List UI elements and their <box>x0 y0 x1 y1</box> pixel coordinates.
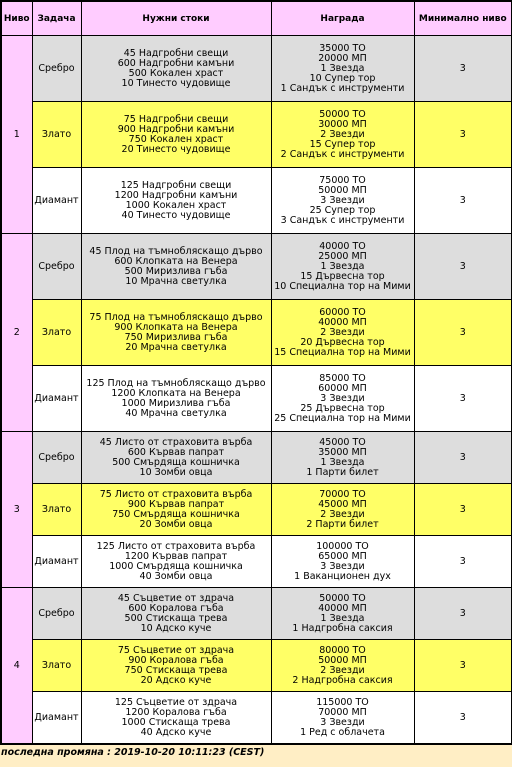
reward-item: 2 Сандък с инструменти <box>280 148 405 160</box>
goods-item: 20 Адско куче <box>140 674 212 686</box>
reward-item: 80000 ТО <box>319 644 366 656</box>
goods-item: 75 Съцветие от здрача <box>117 644 235 656</box>
reward-item: 3 Звезди <box>320 560 365 572</box>
table-row <box>1 692 512 745</box>
table-row <box>1 234 512 300</box>
reward-item: 70000 МП <box>318 706 367 718</box>
goods-item: 10 Тинесто чудовище <box>121 77 231 89</box>
reward-item: 15 Супер тор <box>309 138 376 150</box>
goods-cell <box>81 168 271 234</box>
reward-item: 1 Парти билет <box>306 466 379 478</box>
goods-cell <box>81 366 271 432</box>
reward-item: 45000 МП <box>318 498 367 510</box>
goods-item: 750 Кокален храст <box>128 133 224 145</box>
goods-item: 75 Листо от страховита върба <box>99 488 253 500</box>
reward-item: 70000 ТО <box>319 488 366 500</box>
goods-item: 40 Тинесто чудовище <box>121 209 231 221</box>
table-row <box>1 484 512 536</box>
goods-cell <box>81 102 271 168</box>
reward-item: 1 Сандък с инструменти <box>280 82 405 94</box>
goods-item: 45 Листо от страховита върба <box>99 436 253 448</box>
goods-item: 500 Миризлива гъба <box>124 265 228 277</box>
task-cell: Диамант <box>32 692 81 745</box>
goods-item: 500 Смърдяща кошничка <box>112 456 240 468</box>
goods-item: 75 Надгробни свещи <box>123 113 229 125</box>
reward-item: 50000 ТО <box>319 108 366 120</box>
goods-item: 1000 Смърдяща кошничка <box>109 560 243 572</box>
reward-item: 25000 МП <box>318 250 367 262</box>
goods-cell <box>81 536 271 588</box>
goods-item: 125 Плод на тъмнобляскащо дърво <box>86 377 266 389</box>
goods-item: 20 Мрачна светулка <box>125 341 227 353</box>
goods-item: 900 Надгробни камъни <box>117 123 235 135</box>
goods-item: 10 Мрачна светулка <box>125 275 227 287</box>
reward-item: 50000 МП <box>318 184 367 196</box>
min-level-cell: 3 <box>414 692 512 745</box>
task-cell: Сребро <box>32 432 81 484</box>
reward-item: 1 Ваканционен дух <box>294 570 391 582</box>
min-level-cell: 3 <box>414 484 512 536</box>
goods-cell <box>81 36 271 102</box>
min-level-cell: 3 <box>414 640 512 692</box>
task-cell: Злато <box>32 300 81 366</box>
reward-item: 3 Звезди <box>320 194 365 206</box>
reward-cell <box>271 484 414 536</box>
goods-item: 40 Зомби овца <box>139 570 213 582</box>
min-level-cell: 3 <box>414 168 512 234</box>
goods-item: 750 Стискаща трева <box>124 664 228 676</box>
task-cell: Диамант <box>32 536 81 588</box>
header-goods: Нужни стоки <box>81 1 271 36</box>
min-level-cell: 3 <box>414 36 512 102</box>
reward-item: 3 Звезди <box>320 392 365 404</box>
reward-item: 60000 МП <box>318 382 367 394</box>
level-cell: 2 <box>1 234 32 432</box>
reward-cell <box>271 536 414 588</box>
goods-item: 900 Клопката на Венера <box>114 321 238 333</box>
table-row <box>1 300 512 366</box>
header-row <box>1 1 512 36</box>
reward-item: 20000 МП <box>318 52 367 64</box>
level-cell: 4 <box>1 588 32 745</box>
goods-item: 600 Коралова гъба <box>128 602 224 614</box>
task-cell: Злато <box>32 102 81 168</box>
goods-item: 1000 Стискаща трева <box>121 716 231 728</box>
table-row <box>1 168 512 234</box>
reward-item: 50000 ТО <box>319 592 366 604</box>
reward-item: 2 Парти билет <box>306 518 379 530</box>
task-cell: Злато <box>32 484 81 536</box>
header-level: Ниво <box>1 1 32 36</box>
goods-item: 600 Надгробни камъни <box>117 57 235 69</box>
level-cell: 1 <box>1 36 32 234</box>
reward-item: 25 Супер тор <box>309 204 376 216</box>
reward-item: 2 Звезди <box>320 664 365 676</box>
reward-item: 1 Звезда <box>320 62 365 74</box>
reward-cell <box>271 366 414 432</box>
table-row <box>1 432 512 484</box>
table-row <box>1 588 512 640</box>
goods-item: 750 Миризлива гъба <box>124 331 228 343</box>
goods-item: 600 Клопката на Венера <box>114 255 238 267</box>
table-row <box>1 640 512 692</box>
min-level-cell: 3 <box>414 588 512 640</box>
goods-item: 1000 Кокален храст <box>125 199 227 211</box>
reward-item: 15 Дървесна тор <box>300 270 385 282</box>
reward-item: 115000 ТО <box>316 696 369 708</box>
reward-cell <box>271 640 414 692</box>
reward-item: 1 Звезда <box>320 456 365 468</box>
table-row <box>1 536 512 588</box>
goods-item: 125 Листо от страховита върба <box>96 540 256 552</box>
reward-item: 2 Звезди <box>320 508 365 520</box>
reward-item: 2 Звезди <box>320 128 365 140</box>
reward-item: 40000 ТО <box>319 240 366 252</box>
min-level-cell: 3 <box>414 432 512 484</box>
reward-item: 75000 ТО <box>319 174 366 186</box>
goods-item: 125 Надгробни свещи <box>120 179 232 191</box>
reward-item: 15 Специална тор на Мими <box>274 346 411 358</box>
goods-cell <box>81 640 271 692</box>
goods-cell <box>81 432 271 484</box>
goods-cell <box>81 234 271 300</box>
task-cell: Диамант <box>32 168 81 234</box>
min-level-cell: 3 <box>414 536 512 588</box>
reward-cell <box>271 102 414 168</box>
table-row <box>1 102 512 168</box>
min-level-cell: 3 <box>414 300 512 366</box>
goods-item: 750 Смърдяща кошничка <box>112 508 240 520</box>
reward-item: 40000 МП <box>318 316 367 328</box>
reward-item: 1 Звезда <box>320 260 365 272</box>
goods-item: 75 Плод на тъмнобляскащо дърво <box>89 311 263 323</box>
task-cell: Сребро <box>32 36 81 102</box>
goods-item: 1000 Миризлива гъба <box>121 397 231 409</box>
reward-item: 100000 ТО <box>316 540 369 552</box>
goods-item: 10 Адско куче <box>140 622 212 634</box>
goods-item: 500 Кокален храст <box>128 67 224 79</box>
reward-item: 2 Надгробна саксия <box>292 674 393 686</box>
header-task: Задача <box>32 1 81 36</box>
reward-cell <box>271 432 414 484</box>
header-min-level: Минимално ниво <box>414 1 512 36</box>
reward-item: 25 Дървесна тор <box>300 402 385 414</box>
reward-item: 25 Специална тор на Мими <box>274 412 411 424</box>
goods-cell <box>81 484 271 536</box>
goods-item: 1200 Кървав папрат <box>124 550 228 562</box>
goods-item: 45 Плод на тъмнобляскащо дърво <box>89 245 263 257</box>
reward-item: 10 Специална тор на Мими <box>274 280 411 292</box>
goods-item: 45 Надгробни свещи <box>123 47 229 59</box>
reward-item: 1 Надгробна саксия <box>292 622 393 634</box>
goods-item: 1200 Коралова гъба <box>125 706 227 718</box>
reward-item: 35000 ТО <box>319 42 366 54</box>
reward-item: 65000 МП <box>318 550 367 562</box>
goods-item: 600 Кървав папрат <box>127 446 225 458</box>
reward-cell <box>271 234 414 300</box>
reward-item: 3 Сандък с инструменти <box>280 214 405 226</box>
goods-item: 1200 Клопката на Венера <box>111 387 241 399</box>
reward-item: 1 Звезда <box>320 612 365 624</box>
task-cell: Диамант <box>32 366 81 432</box>
reward-item: 1 Ред с облачета <box>300 726 385 738</box>
reward-item: 60000 ТО <box>319 306 366 318</box>
goods-cell <box>81 588 271 640</box>
goods-item: 900 Коралова гъба <box>128 654 224 666</box>
goods-cell <box>81 692 271 745</box>
reward-cell <box>271 36 414 102</box>
table-row <box>1 366 512 432</box>
level-cell: 3 <box>1 432 32 588</box>
reward-item: 45000 ТО <box>319 436 366 448</box>
reward-cell <box>271 692 414 745</box>
goods-item: 45 Съцветие от здрача <box>117 592 235 604</box>
reward-cell <box>271 168 414 234</box>
reward-item: 35000 МП <box>318 446 367 458</box>
min-level-cell: 3 <box>414 366 512 432</box>
min-level-cell: 3 <box>414 234 512 300</box>
goods-item: 20 Тинесто чудовище <box>121 143 231 155</box>
reward-item: 50000 МП <box>318 654 367 666</box>
reward-cell <box>271 300 414 366</box>
goods-item: 10 Зомби овца <box>139 466 213 478</box>
reward-item: 3 Звезди <box>320 716 365 728</box>
header-reward: Награда <box>271 1 414 36</box>
reward-item: 10 Супер тор <box>309 72 376 84</box>
table-row <box>1 36 512 102</box>
reward-item: 30000 МП <box>318 118 367 130</box>
goods-item: 20 Зомби овца <box>139 518 213 530</box>
reward-item: 40000 МП <box>318 602 367 614</box>
goods-item: 125 Съцветие от здрача <box>114 696 238 708</box>
goods-item: 900 Кървав папрат <box>127 498 225 510</box>
task-cell: Злато <box>32 640 81 692</box>
reward-cell <box>271 588 414 640</box>
reward-item: 85000 ТО <box>319 372 366 384</box>
min-level-cell: 3 <box>414 102 512 168</box>
goods-item: 40 Адско куче <box>140 726 212 738</box>
reward-item: 20 Дървесна тор <box>300 336 385 348</box>
task-cell: Сребро <box>32 234 81 300</box>
goods-cell <box>81 300 271 366</box>
goods-item: 40 Мрачна светулка <box>125 407 227 419</box>
last-modified: последна промяна : 2019-10-20 10:11:23 (CEST) <box>1 747 265 758</box>
goods-item: 1200 Надгробни камъни <box>114 189 238 201</box>
task-cell: Сребро <box>32 588 81 640</box>
goods-item: 500 Стискаща трева <box>124 612 228 624</box>
reward-item: 2 Звезди <box>320 326 365 338</box>
